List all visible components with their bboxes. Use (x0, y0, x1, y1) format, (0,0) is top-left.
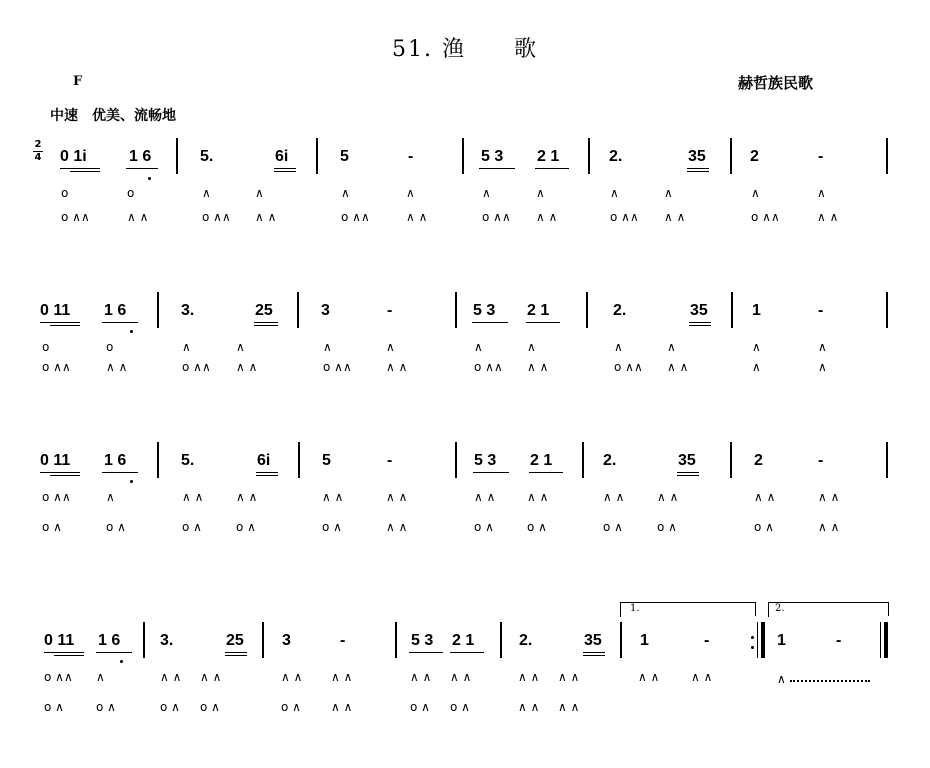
note-group: 1 (777, 632, 786, 649)
note-group: 35 (690, 302, 708, 319)
key-signature: F (73, 74, 83, 89)
octave-dot (120, 660, 123, 663)
beam-underline (256, 475, 278, 476)
beam-underline (60, 168, 100, 169)
note-group: 1 6 (104, 302, 127, 319)
note-group: 3 (282, 632, 291, 649)
barline (730, 442, 732, 478)
barline (455, 292, 457, 328)
beam-underline (677, 472, 699, 473)
symbol: o ∧ (450, 700, 470, 714)
final-barline-thin (880, 622, 881, 658)
note-group: 2. (609, 148, 623, 165)
barline (620, 622, 622, 658)
symbol: ∧ (106, 490, 115, 504)
barline (731, 292, 733, 328)
barline (176, 138, 178, 174)
symbol: ∧ (255, 186, 264, 200)
symbol: o ∧∧ (202, 210, 231, 224)
beam-underline (44, 652, 84, 653)
volta-bracket-2 (768, 602, 889, 617)
symbol: o ∧ (322, 520, 342, 534)
symbol: o (61, 186, 69, 200)
note-group: 25 (255, 302, 273, 319)
symbol: ∧ (202, 186, 211, 200)
note-group: 1 (640, 632, 649, 649)
symbol: ∧ ∧ (410, 670, 432, 684)
barline (586, 292, 588, 328)
symbol: ∧ ∧ (106, 360, 128, 374)
symbol: ∧ ∧ (236, 490, 258, 504)
beam-underline (409, 652, 443, 653)
time-signature-bottom: 4 (34, 152, 42, 163)
repeat-dot (751, 636, 754, 639)
page-title: 51. 渔 歌 (392, 37, 538, 62)
symbol: ∧ ∧ (127, 210, 149, 224)
note-group: 25 (226, 632, 244, 649)
beam-underline (583, 655, 605, 656)
symbol: ∧ ∧ (160, 670, 182, 684)
symbol: o ∧ (657, 520, 677, 534)
barline (886, 138, 888, 174)
note-group: 5 3 (411, 632, 434, 649)
symbol: ∧ ∧ (518, 700, 540, 714)
symbol: ∧ (236, 340, 245, 354)
volta-label-2: 2. (775, 603, 785, 614)
symbol: ∧ ∧ (527, 360, 549, 374)
note-group: 0 11 (40, 302, 71, 319)
symbol: o ∧ (106, 520, 126, 534)
symbol: ∧ ∧ (603, 490, 625, 504)
symbol: ∧ (482, 186, 491, 200)
symbol: o ∧∧ (182, 360, 211, 374)
note-group: 2 1 (530, 452, 553, 469)
time-signature-top: 2 (34, 139, 42, 150)
symbol: ∧ (818, 340, 827, 354)
symbol: o ∧ (474, 520, 494, 534)
note-group: 5 (340, 148, 349, 165)
symbol: ∧ (386, 340, 395, 354)
symbol: o (42, 340, 50, 354)
tempo-marking: 中速 优美、流畅地 (50, 108, 176, 124)
note-group: 2. (613, 302, 627, 319)
symbol: ∧ ∧ (255, 210, 277, 224)
beam-underline (529, 472, 563, 473)
symbol: o ∧ (182, 520, 202, 534)
symbol: ∧ (614, 340, 623, 354)
barline (455, 442, 457, 478)
symbol: o (106, 340, 114, 354)
beam-underline (535, 168, 569, 169)
note-group: - (340, 632, 346, 649)
beam-underline (96, 652, 132, 653)
note-group: - (387, 452, 393, 469)
note-group: 6i (275, 148, 289, 165)
barline (316, 138, 318, 174)
note-group: - (818, 452, 824, 469)
beam-underline (677, 475, 699, 476)
beam-underline (274, 168, 296, 169)
barline (582, 442, 584, 478)
symbol: ∧ (818, 360, 827, 374)
beam-underline (526, 322, 560, 323)
beam-underline (102, 322, 138, 323)
symbol: ∧ ∧ (754, 490, 776, 504)
repeat-dot (751, 646, 754, 649)
symbol: ∧ (474, 340, 483, 354)
symbol: ∧ ∧ (331, 700, 353, 714)
symbol: ∧ (406, 186, 415, 200)
symbol: ∧ (323, 340, 332, 354)
note-group: 2 (750, 148, 759, 165)
beam-underline (126, 168, 158, 169)
symbol: ∧ (667, 340, 676, 354)
attribution: 赫哲族民歌 (738, 74, 814, 92)
beam-underline (40, 322, 80, 323)
note-group: 5. (200, 148, 214, 165)
beam-underline (689, 322, 711, 323)
symbol: o ∧ (527, 520, 547, 534)
note-group: - (704, 632, 710, 649)
note-group: - (836, 632, 842, 649)
beam-underline (479, 168, 515, 169)
tremolo-wavy-line (790, 680, 870, 682)
symbol: ∧ (751, 186, 760, 200)
note-group: 6i (257, 452, 271, 469)
symbol: ∧ ∧ (638, 670, 660, 684)
beam-underline (54, 655, 84, 656)
symbol: o ∧ (754, 520, 774, 534)
symbol: ∧ ∧ (200, 670, 222, 684)
barline (298, 442, 300, 478)
symbol: o ∧∧ (341, 210, 370, 224)
volta-bracket-end (755, 602, 756, 616)
symbol: o ∧∧ (614, 360, 643, 374)
note-group: 5 3 (473, 302, 496, 319)
note-group: 1 6 (104, 452, 127, 469)
beam-underline (50, 475, 80, 476)
symbol: ∧ (96, 670, 105, 684)
symbol: ∧ ∧ (691, 670, 713, 684)
note-group: 1 6 (98, 632, 121, 649)
barline (395, 622, 397, 658)
volta-label-1: 1. (630, 603, 640, 614)
symbol: o ∧ (281, 700, 301, 714)
symbol: ∧ ∧ (518, 670, 540, 684)
symbol: ∧ (752, 360, 761, 374)
note-group: 1 (752, 302, 761, 319)
barline (500, 622, 502, 658)
beam-underline (583, 652, 605, 653)
symbol: ∧ ∧ (664, 210, 686, 224)
beam-underline (689, 325, 711, 326)
symbol: ∧ ∧ (182, 490, 204, 504)
barline (462, 138, 464, 174)
note-group: 5. (181, 452, 195, 469)
barline (730, 138, 732, 174)
beam-underline (450, 652, 484, 653)
beam-underline (687, 171, 709, 172)
symbol: o ∧∧ (474, 360, 503, 374)
symbol: o ∧ (160, 700, 180, 714)
repeat-barline-thick (761, 622, 765, 658)
note-group: - (408, 148, 414, 165)
final-barline-thick (884, 622, 888, 658)
note-group: 3. (181, 302, 195, 319)
octave-dot (130, 330, 133, 333)
symbol: ∧ ∧ (281, 670, 303, 684)
octave-dot (148, 177, 151, 180)
symbol: ∧ ∧ (667, 360, 689, 374)
note-group: 0 1i (60, 148, 87, 165)
volta-bracket-1 (620, 602, 756, 617)
symbol: o ∧ (96, 700, 116, 714)
beam-underline (70, 171, 100, 172)
symbol: ∧ (610, 186, 619, 200)
symbol: o ∧∧ (44, 670, 73, 684)
symbol: ∧ ∧ (236, 360, 258, 374)
time-signature (33, 140, 43, 163)
barline (297, 292, 299, 328)
note-group: 35 (688, 148, 706, 165)
symbol: o ∧ (200, 700, 220, 714)
symbol: ∧ ∧ (406, 210, 428, 224)
symbol: ∧ ∧ (558, 670, 580, 684)
beam-underline (254, 322, 278, 323)
note-group: 3. (160, 632, 174, 649)
beam-underline (687, 168, 709, 169)
symbol: o ∧∧ (482, 210, 511, 224)
symbol: ∧ ∧ (536, 210, 558, 224)
note-group: 2. (519, 632, 533, 649)
symbol: ∧ (817, 186, 826, 200)
symbol: o ∧∧ (61, 210, 90, 224)
note-group: - (818, 302, 824, 319)
note-group: 2 1 (452, 632, 475, 649)
note-group: 5 3 (481, 148, 504, 165)
symbol: ∧ ∧ (474, 490, 496, 504)
symbol: ∧ ∧ (386, 490, 408, 504)
note-group: 2 1 (527, 302, 550, 319)
symbol: ∧ ∧ (657, 490, 679, 504)
symbol: ∧ ∧ (558, 700, 580, 714)
octave-dot (130, 480, 133, 483)
note-group: - (387, 302, 393, 319)
beam-underline (472, 322, 508, 323)
symbol: ∧ ∧ (450, 670, 472, 684)
note-group: 5 3 (474, 452, 497, 469)
symbol: ∧ ∧ (386, 360, 408, 374)
beam-underline (40, 472, 80, 473)
beam-underline (50, 325, 80, 326)
symbol: ∧ ∧ (322, 490, 344, 504)
symbol: o ∧∧ (323, 360, 352, 374)
barline (262, 622, 264, 658)
note-group: 0 11 (40, 452, 71, 469)
beam-underline (274, 171, 296, 172)
barline (588, 138, 590, 174)
symbol: o ∧∧ (42, 360, 71, 374)
symbol: ∧ (527, 340, 536, 354)
note-group: 35 (584, 632, 602, 649)
symbol: ∧ (341, 186, 350, 200)
note-group: 2 (754, 452, 763, 469)
volta-bracket-end (888, 602, 889, 616)
note-group: 2 1 (537, 148, 560, 165)
symbol: o ∧ (236, 520, 256, 534)
beam-underline (225, 652, 247, 653)
symbol: ∧ ∧ (818, 520, 840, 534)
note-group: 1 6 (129, 148, 152, 165)
beam-underline (225, 655, 247, 656)
note-group: 2. (603, 452, 617, 469)
symbol: o ∧ (603, 520, 623, 534)
beam-underline (473, 472, 509, 473)
note-group: - (818, 148, 824, 165)
beam-underline (102, 472, 138, 473)
symbol: o ∧∧ (751, 210, 780, 224)
symbol: ∧ (752, 340, 761, 354)
symbol: ∧ ∧ (331, 670, 353, 684)
note-group: 0 11 (44, 632, 75, 649)
symbol: o ∧∧ (42, 490, 71, 504)
symbol: ∧ (536, 186, 545, 200)
note-group: 35 (678, 452, 696, 469)
symbol: ∧ (182, 340, 191, 354)
barline (157, 292, 159, 328)
symbol: o ∧ (42, 520, 62, 534)
note-group: 5 (322, 452, 331, 469)
beam-underline (256, 472, 278, 473)
barline (886, 292, 888, 328)
symbol: ∧ ∧ (817, 210, 839, 224)
symbol: o ∧ (410, 700, 430, 714)
barline (143, 622, 145, 658)
symbol: o (127, 186, 135, 200)
barline (886, 442, 888, 478)
note-group: 3 (321, 302, 330, 319)
symbol: o ∧∧ (610, 210, 639, 224)
beam-underline (254, 325, 278, 326)
symbol: ∧ (664, 186, 673, 200)
symbol: ∧ ∧ (527, 490, 549, 504)
symbol: o ∧ (44, 700, 64, 714)
barline (157, 442, 159, 478)
repeat-barline (757, 622, 758, 658)
symbol: ∧ ∧ (818, 490, 840, 504)
symbol: ∧ ∧ (386, 520, 408, 534)
symbol: ∧ (777, 672, 786, 686)
